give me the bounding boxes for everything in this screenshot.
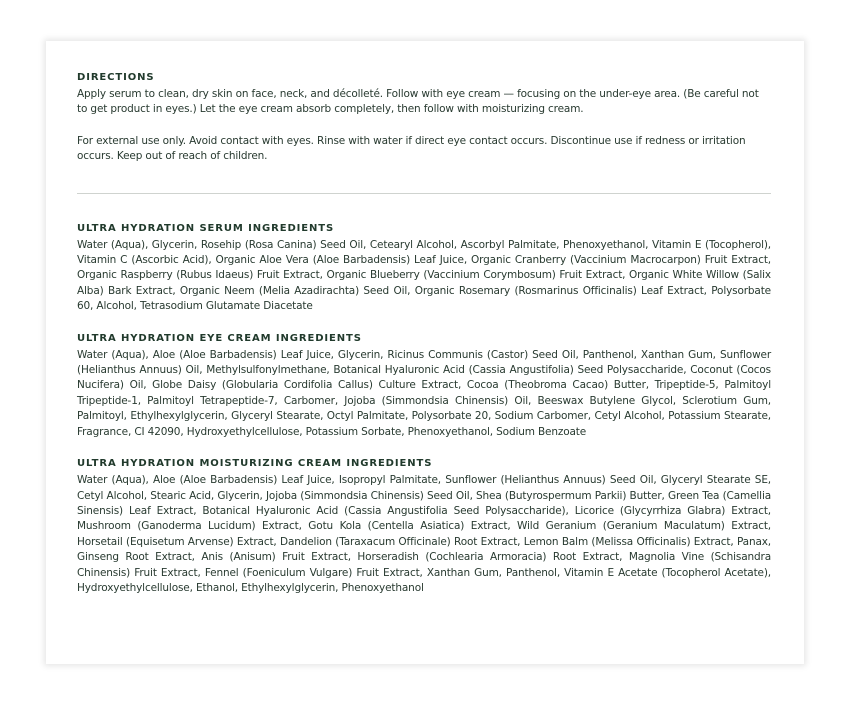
serum-ingredients-section	[77, 222, 771, 315]
warning-paragraph: For external use only. Avoid contact with eyes. Rinse with water if direct eye contact occurs. Discontinue use if redness or irritation occurs. Keep out of reach of children.	[77, 134, 746, 163]
moisturizing-cream-ingredients-list: Water (Aqua), Aloe (Aloe Barbadensis) Leaf Juice, Isopropyl Palmitate, Sunflower (Helianthus Annuus) Seed Oil, Glyceryl Stearate SE, Cetyl Alcohol, Stearic Acid, Glycerin, Jojoba (Simmondsia Chinensis) Seed Oil, Shea (Butyrospermum Parkii) Butter, Green Tea (Camellia Sinensis) Leaf Extract, Botanical Hyaluronic Acid (Cassia Angustifolia Seed Polysaccharide), Licorice (Glycyrrhiza Glabra) Extract, Mushroom (Ganoderma Lucidum) Extract, Gotu Kola (Centella Asiatica) Extract, Wild Geranium (Geranium Maculatum) Extract, Horsetail (Equisetum Arvense) Extract, Dandelion (Taraxacum Officinale) Root Extract, Lemon Balm (Melissa Officinalis) Extract, Panax, Ginseng Root Extract, Anis (Anisum) Fruit Extract, Horseradish (Cochlearia Armoracia) Root Extract, Magnolia Vine (Schisandra Chinensis) Fruit Extract, Fennel (Foeniculum Vulgare) Fruit Extract, Xanthan Gum, Panthenol, Vitamin E Acetate (Tocopherol Acetate), Hydroxyethylcellulose, Ethanol, Ethylhexylglycerin, Phenoxyethanol	[77, 474, 771, 594]
directions-heading: DIRECTIONS	[77, 72, 155, 83]
eye-cream-ingredients-heading: ULTRA HYDRATION EYE CREAM INGREDIENTS	[77, 332, 362, 344]
eye-cream-ingredients-list: Water (Aqua), Aloe (Aloe Barbadensis) Leaf Juice, Glycerin, Ricinus Communis (Castor) Seed Oil, Panthenol, Xanthan Gum, Sunflower (Helianthus Annuus) Oil, Methylsulfonylmethane, Botanical Hyaluronic Acid (Cassia Angustifolia) Seed Polysaccharide, Coconut (Cocos Nucifera) Oil, Globe Daisy (Globularia Cordifolia Callus) Culture Extract, Cocoa (Theobroma Cacao) Butter, Tripeptide-5, Palmitoyl Tripeptide-1, Palmitoyl Tetrapeptide-7, Carbomer, Jojoba (Simmondsia Chinensis) Oil, Beeswax Butylene Glycol, Sclerotium Gum, Palmitoyl, Ethylhexylglycerin, Glyceryl Stearate, Octyl Palmitate, Polysorbate 20, Sodium Carbomer, Cetyl Alcohol, Potassium Stearate, Fragrance, CI 42090, Hydroxyethylcellulose, Potassium Sorbate, Phenoxyethanol, Sodium Benzoate	[77, 348, 771, 438]
product-info-card	[46, 41, 804, 664]
directions-paragraph: Apply serum to clean, dry skin on face, neck, and décolleté. Follow with eye cream — focusing on the under-eye area. (Be careful not to get product in eyes.) Let the eye cream absorb completely, then follow with moisturizing cream.	[77, 88, 759, 116]
moisturizing-cream-ingredients-section	[77, 457, 771, 596]
serum-ingredients-heading: ULTRA HYDRATION SERUM INGREDIENTS	[77, 222, 335, 234]
product-info-content	[77, 71, 771, 596]
serum-ingredients-list: Water (Aqua), Glycerin, Rosehip (Rosa Canina) Seed Oil, Cetearyl Alcohol, Ascorbyl Palmitate, Phenoxyethanol, Vitamin E (Tocopherol), Vitamin C (Ascorbic Acid), Organic Aloe Vera (Aloe Barbadensis) Leaf Juice, Organic Cranberry (Vaccinium Macrocarpon) Fruit Extract, Organic Raspberry (Rubus Idaeus) Fruit Extract, Organic Blueberry (Vaccinium Corymbosum) Fruit Extract, Organic White Willow (Salix Alba) Bark Extract, Organic Neem (Melia Azadirachta) Seed Oil, Organic Rosemary (Rosmarinus Officinalis) Leaf Extract, Polysorbate 60, Alcohol, Tetrasodium Glutamate Diacetate	[77, 238, 771, 313]
moisturizing-cream-ingredients-heading: ULTRA HYDRATION MOISTURIZING CREAM INGREDIENTS	[77, 458, 433, 470]
spacer	[77, 118, 771, 132]
eye-cream-ingredients-section	[77, 332, 771, 440]
section-divider	[77, 193, 771, 194]
